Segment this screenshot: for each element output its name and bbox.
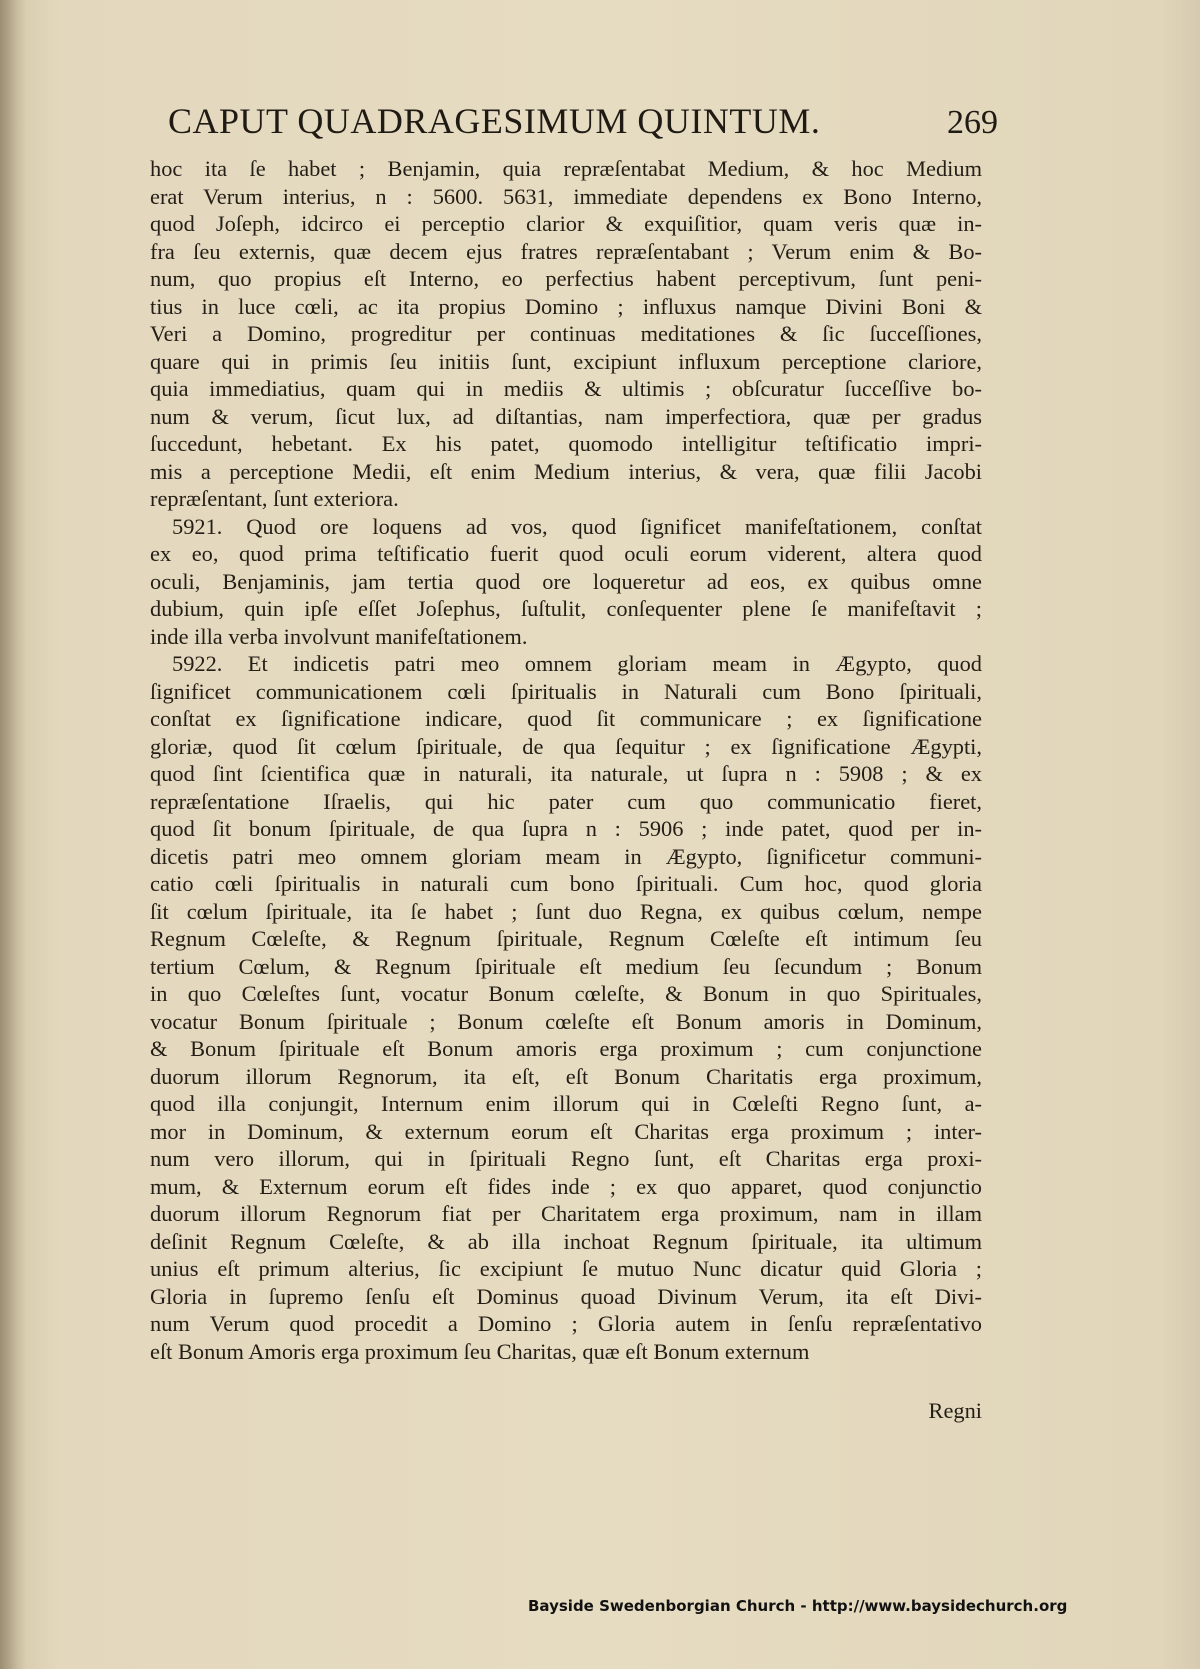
text-line: quod ſint ſcientifica quæ in naturali, ita naturale, ut ſupra n : 5908 ; & ex xyxy=(150,761,982,786)
text-line: duorum illorum Regnorum, ita eſt, eſt Bonum Charitatis erga proximum, xyxy=(150,1063,982,1089)
catchword: Regni xyxy=(928,1398,982,1423)
text-line: ſignificet communicationem cœli ſpiritualis in Naturali cum Bono ſpirituali, xyxy=(150,678,982,704)
text-line: dicetis patri meo omnem gloriam meam in Ægypto, ſignificetur communi- xyxy=(150,843,982,869)
text-line: num Verum quod procedit a Domino ; Gloria autem in ſenſu repræſentativo xyxy=(150,1311,982,1336)
body-text xyxy=(150,155,982,1365)
text-line: Veri a Domino, progreditur per continuas meditationes & ſic ſucceſſiones, xyxy=(150,321,982,346)
text-line: quod ſit bonum ſpirituale, de qua ſupra n : 5906 ; inde patet, quod per in- xyxy=(150,816,982,841)
text-line: & Bonum ſpirituale eſt Bonum amoris erga proximum ; cum conjunctione xyxy=(150,1036,982,1061)
text-line: erat Verum interius, n : 5600. 5631, immediate dependens ex Bono Interno, xyxy=(150,183,982,209)
text-line: fra ſeu externis, quæ decem ejus fratres repræſentabant ; Verum enim & Bo- xyxy=(150,238,982,264)
text-line: inde illa verba involvunt manifeſtationem. xyxy=(150,623,528,649)
text-line: num & verum, ſicut lux, ad diſtantias, nam imperfectiora, quæ per gradus xyxy=(150,403,982,429)
text-line: unius eſt primum alterius, ſic excipiunt ſe mutuo Nunc dicatur quid Gloria ; xyxy=(150,1256,982,1281)
text-line: repræſentant, ſunt exteriora. xyxy=(150,486,399,511)
page-number: 269 xyxy=(947,104,998,141)
text-line: in quo Cœleſtes ſunt, vocatur Bonum cœleſte, & Bonum in quo Spirituales, xyxy=(150,981,982,1006)
text-line: ſit cœlum ſpirituale, ita ſe habet ; ſunt duo Regna, ex quibus cœlum, nempe xyxy=(150,898,982,924)
text-line: repræſentatione Iſraelis, qui hic pater cum quo communicatio fieret, xyxy=(150,788,982,814)
text-line: quia immediatius, quam qui in mediis & ultimis ; obſcuratur ſucceſſive bo- xyxy=(150,376,982,401)
text-line: duorum illorum Regnorum fiat per Charitatem erga proximum, nam in illam xyxy=(150,1201,982,1226)
text-line: vocatur Bonum ſpirituale ; Bonum cœleſte eſt Bonum amoris in Dominum, xyxy=(150,1008,982,1034)
text-line: tius in luce cœli, ac ita propius Domino ; influxus namque Divini Boni & xyxy=(150,293,982,319)
footer-credit: Bayside Swedenborgian Church - http://www.baysidechurch.org xyxy=(528,1597,1068,1615)
text-line: gloriæ, quod ſit cœlum ſpirituale, de qua ſequitur ; ex ſignificatione Ægypti, xyxy=(150,733,982,759)
text-line: mor in Dominum, & externum eorum eſt Charitas erga proximum ; inter- xyxy=(150,1118,982,1144)
text-line: catio cœli ſpiritualis in naturali cum bono ſpirituali. Cum hoc, quod gloria xyxy=(150,871,982,896)
text-line: 5922. Et indicetis patri meo omnem gloriam meam in Ægypto, quod xyxy=(172,651,982,676)
text-line: ſuccedunt, hebetant. Ex his patet, quomodo intelligitur teſtificatio impri- xyxy=(150,431,982,456)
page-header xyxy=(168,100,998,160)
text-line: num, quo propius eſt Interno, eo perfectius habent perceptivum, ſunt peni- xyxy=(150,266,982,291)
text-line: deſinit Regnum Cœleſte, & ab illa inchoat Regnum ſpirituale, ita ultimum xyxy=(150,1228,982,1254)
text-line: eſt Bonum Amoris erga proximum ſeu Charitas, quæ eſt Bonum externum xyxy=(150,1338,810,1364)
text-line: oculi, Benjaminis, jam tertia quod ore loqueretur ad eos, ex quibus omne xyxy=(150,568,982,594)
text-line: tertium Cœlum, & Regnum ſpirituale eſt medium ſeu ſecundum ; Bonum xyxy=(150,953,982,979)
text-line: Regnum Cœleſte, & Regnum ſpirituale, Regnum Cœleſte eſt intimum ſeu xyxy=(150,926,982,951)
text-line: mis a perceptione Medii, eſt enim Medium interius, & vera, quæ filii Jacobi xyxy=(150,458,982,484)
text-line: quod Joſeph, idcirco ei perceptio clarior & exquiſitior, quam veris quæ in- xyxy=(150,211,982,236)
text-line: quare qui in primis ſeu initiis ſunt, excipiunt influxum perceptione clariore, xyxy=(150,348,982,374)
text-line: dubium, quin ipſe eſſet Joſephus, ſuſtulit, conſequenter plene ſe manifeſtavit ; xyxy=(150,596,982,621)
binding-shadow xyxy=(0,0,26,1669)
text-line: hoc ita ſe habet ; Benjamin, quia repræſentabat Medium, & hoc Medium xyxy=(150,156,982,181)
text-line: ex eo, quod prima teſtificatio fuerit quod oculi eorum viderent, altera quod xyxy=(150,541,982,566)
text-line: quod illa conjungit, Internum enim illorum qui in Cœleſti Regno ſunt, a- xyxy=(150,1091,982,1116)
text-line: num vero illorum, qui in ſpirituali Regno ſunt, eſt Charitas erga proxi- xyxy=(150,1146,982,1171)
text-line: mum, & Externum eorum eſt fides inde ; ex quo apparet, quod conjunctio xyxy=(150,1173,982,1199)
text-line: Gloria in ſupremo ſenſu eſt Dominus quoad Divinum Verum, ita eſt Divi- xyxy=(150,1283,982,1309)
text-line: 5921. Quod ore loquens ad vos, quod ſignificet manifeſtationem, conſtat xyxy=(172,513,982,539)
running-title: CAPUT QUADRAGESIMUM QUINTUM. xyxy=(168,101,821,141)
text-line: conſtat ex ſignificatione indicare, quod ſit communicare ; ex ſignificatione xyxy=(150,706,982,731)
